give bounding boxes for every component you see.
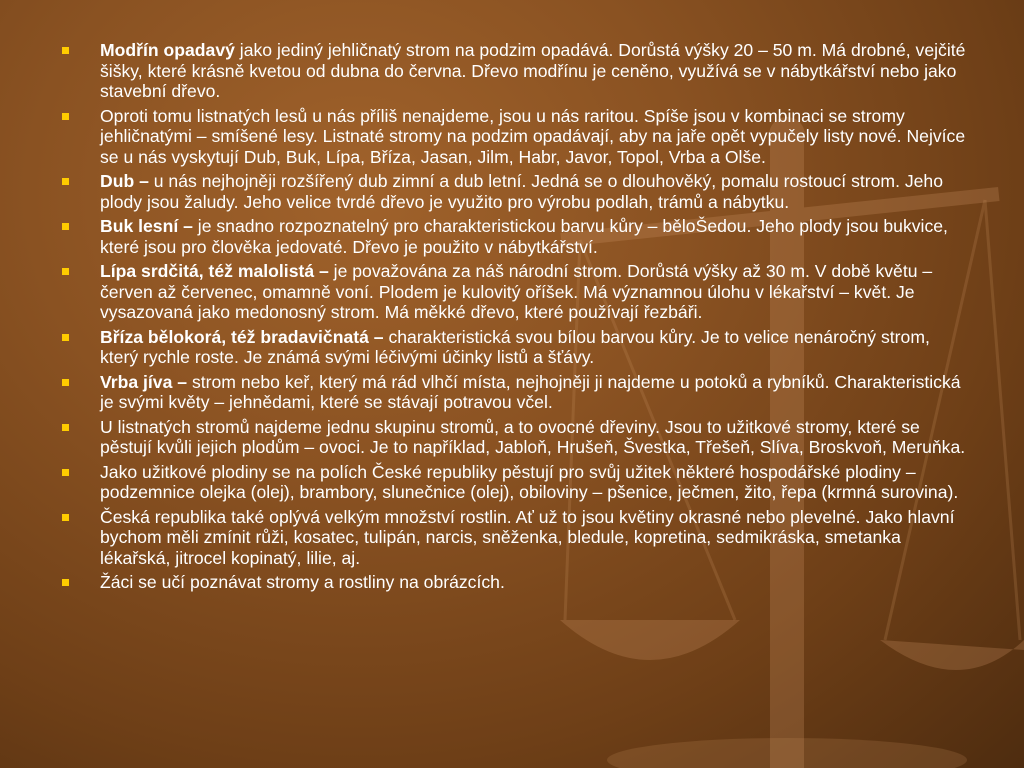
bullet-item-dub <box>60 171 970 212</box>
bullet-text: Česká republika také oplývá velkým množství rostlin. Ať už to jsou květiny okrasné nebo plevelné. Jako hlavní bychom měli zmínit růži, kosatec, tulipán, narcis, sněženka, bledule, kopretina, sedmikráska, smetanka lékařská, jitrocel kopinatý, lilie, aj. <box>100 506 955 568</box>
bullet-item-listnate-lesy <box>60 106 970 168</box>
bullet-item-lipa <box>60 261 970 323</box>
bullet-term: Buk lesní – <box>100 216 193 236</box>
bullet-list <box>60 40 970 593</box>
bullet-square-icon <box>62 113 69 120</box>
bullet-text: Jako užitkové plodiny se na polích České republiky pěstují pro svůj užitek některé hospodářské plodiny – podzemnice olejka (olej), brambory, slunečnice (olej), obiloviny – pšenice, ječmen, žito, řepa (krmná surovina). <box>100 461 959 502</box>
bullet-square-icon <box>62 469 69 476</box>
bullet-text: Žáci se učí poznávat stromy a rostliny na obrázcích. <box>100 572 505 592</box>
bullet-text: charakteristická svou bílou barvou kůry. Je to velice nenáročný strom, který rychle roste. Je známá svými léčivými účinky listů a šťávy. <box>100 326 930 367</box>
bullet-square-icon <box>62 379 69 386</box>
bullet-text: jako jediný jehličnatý strom na podzim opadává. Dorůstá výšky 20 – 50 m. Má drobné, vejčité šišky, které krásně kvetou od dubna do června. Dřevo modřínu je ceněno, využívá se v nábytkářství nebo jako stavební dřevo. <box>100 40 966 101</box>
bullet-text: u nás nejhojněji rozšířený dub zimní a dub letní. Jedná se o dlouhověký, pomalu rostoucí strom. Jeho plody jsou žaludy. Jeho velice tvrdé dřevo je využito pro výrobu podlah, trámů a nábytku. <box>100 171 943 212</box>
bullet-term: Bříza bělokorá, též bradavičnatá – <box>100 326 384 347</box>
bullet-text: je považována za náš národní strom. Dorůstá výšky až 30 m. V době květu – červen až červenec, omamně voní. Plodem je kulovitý oříšek. Má významnou úlohu v lékařství – květ. Je vysazovaná jako medonosný strom. Má měkké dřevo, které používají řezbáři. <box>100 261 933 322</box>
bullet-item-buk <box>60 216 970 257</box>
bullet-square-icon <box>62 178 69 185</box>
bullet-term: Lípa srdčitá, též malolistá – <box>100 261 329 281</box>
bullet-square-icon <box>62 268 69 275</box>
slide-content <box>60 40 970 597</box>
bullet-square-icon <box>62 424 69 431</box>
bullet-term: Vrba jíva – <box>100 371 188 392</box>
bullet-text: je snadno rozpoznatelný pro charakteristickou barvu kůry – běloŠedou. Jeho plody jsou bukvice, které jsou pro člověka jedovaté. Dřevo je použito v nábytkářství. <box>100 216 948 257</box>
bullet-item-zaci <box>60 572 970 593</box>
bullet-item-vrba <box>60 372 970 413</box>
bullet-text: U listnatých stromů najdeme jednu skupinu stromů, a to ovocné dřeviny. Jsou to užitkové stromy, které se pěstují kvůli jejich plodům – ovoci. Je to například, Jabloň, Hrušeň, Švestka, Třešeň, Slíva, Broskvoň, Meruňka. <box>100 416 966 457</box>
bullet-item-briza <box>60 327 970 368</box>
bullet-item-uzitkove-plodiny <box>60 462 970 503</box>
bullet-term: Dub – <box>100 171 149 191</box>
bullet-square-icon <box>62 514 69 521</box>
bullet-item-ovocne-dreviny <box>60 417 970 458</box>
bullet-item-kvetiny <box>60 507 970 569</box>
bullet-square-icon <box>62 579 69 586</box>
bullet-text: Oproti tomu listnatých lesů u nás příliš nenajdeme, jsou u nás raritou. Spíše jsou v kombinaci se stromy jehličnatými – smíšené lesy. Listnaté stromy na podzim opadávají, aby na jaře opět vypučely listy nové. Nejvíce se u nás vyskytují Dub, Buk, Lípa, Bříza, Jasan, Jilm, Habr, Javor, Topol, Vrba a Olše. <box>100 105 966 167</box>
bullet-square-icon <box>62 334 69 341</box>
bullet-term: Modřín opadavý <box>100 40 235 60</box>
bullet-item-modrin <box>60 40 970 102</box>
bullet-square-icon <box>62 223 69 230</box>
bullet-square-icon <box>62 47 69 54</box>
bullet-text: strom nebo keř, který má rád vlhčí místa, nejhojněji ji najdeme u potoků a rybníků. Charakteristická je svými květy – jehnědami, které se stávají potravou včel. <box>100 371 961 412</box>
